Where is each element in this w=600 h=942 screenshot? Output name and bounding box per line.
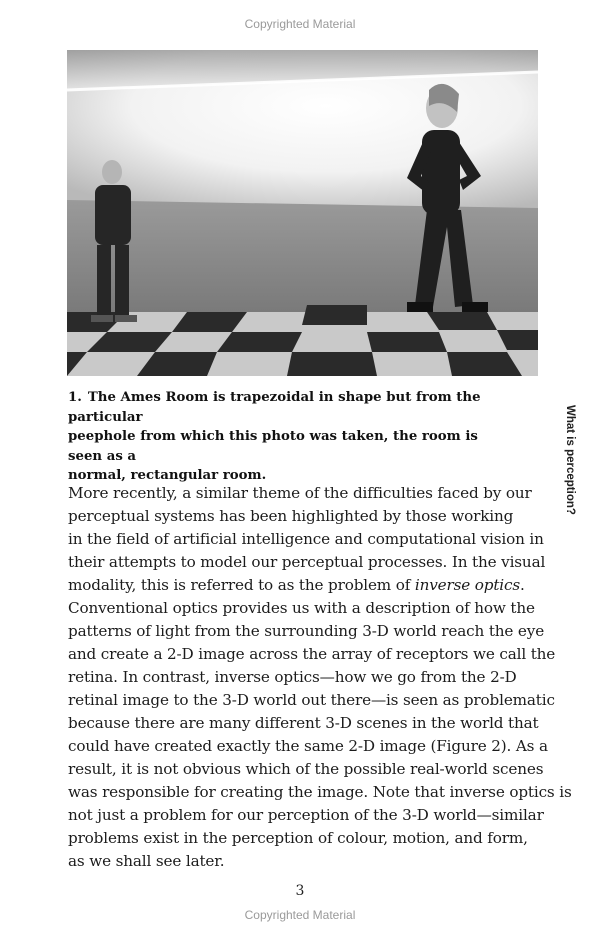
body-line: retinal image to the 3-D world out there—is seen as problematic [68,691,555,709]
caption-text: The Ames Room is trapezoidal in shape but from the particular [68,390,481,425]
page-number: 3 [295,883,305,899]
body-line: retina. In contrast, inverse optics—how we go from the 2-D [68,668,517,686]
inverse-optics-term: inverse optics [414,576,520,594]
body-line [68,574,548,597]
body-line: as we shall see later. [68,852,225,870]
body-line-punct: . [520,576,525,594]
body-line: in the field of artificial intelligence and computational vision in [68,530,544,548]
body-line: perceptual systems has been highlighted by those working [68,507,514,525]
body-line: not just a problem for our perception of the 3-D world—similar [68,806,544,824]
body-line: result, it is not obvious which of the possible real-world scenes [68,760,544,778]
caption-line-2: peephole from which this photo was taken, the room is seen as a [68,429,478,464]
figure-number: 1. [68,390,82,405]
running-head-text: What is perception? [564,405,576,515]
caption-line-1 [68,388,508,427]
body-line: Conventional optics provides us with a description of how the [68,599,535,617]
body-line: and create a 2-D image across the array of receptors we call the [68,645,556,663]
running-head [562,405,576,535]
caption-line-3: normal, rectangular room. [68,468,267,483]
figure-caption [68,388,508,486]
body-line-text: modality, this is referred to as the problem of [68,576,415,594]
body-line: their attempts to model our perceptual processes. In the visual [68,553,546,571]
body-line: More recently, a similar theme of the difficulties faced by our [68,484,532,502]
ames-room-photo [67,50,538,376]
body-line: could have created exactly the same 2-D image (Figure 2). As a [68,737,548,755]
body-line: was responsible for creating the image. Note that inverse optics is [68,783,572,801]
body-paragraph [68,482,572,873]
copyright-watermark-top: Copyrighted Material [244,17,356,31]
body-line: because there are many different 3-D scenes in the world that [68,714,539,732]
copyright-watermark-bottom: Copyrighted Material [244,908,356,922]
body-line: patterns of light from the surrounding 3-D world reach the eye [68,622,545,640]
body-line: problems exist in the perception of colour, motion, and form, [68,829,528,847]
